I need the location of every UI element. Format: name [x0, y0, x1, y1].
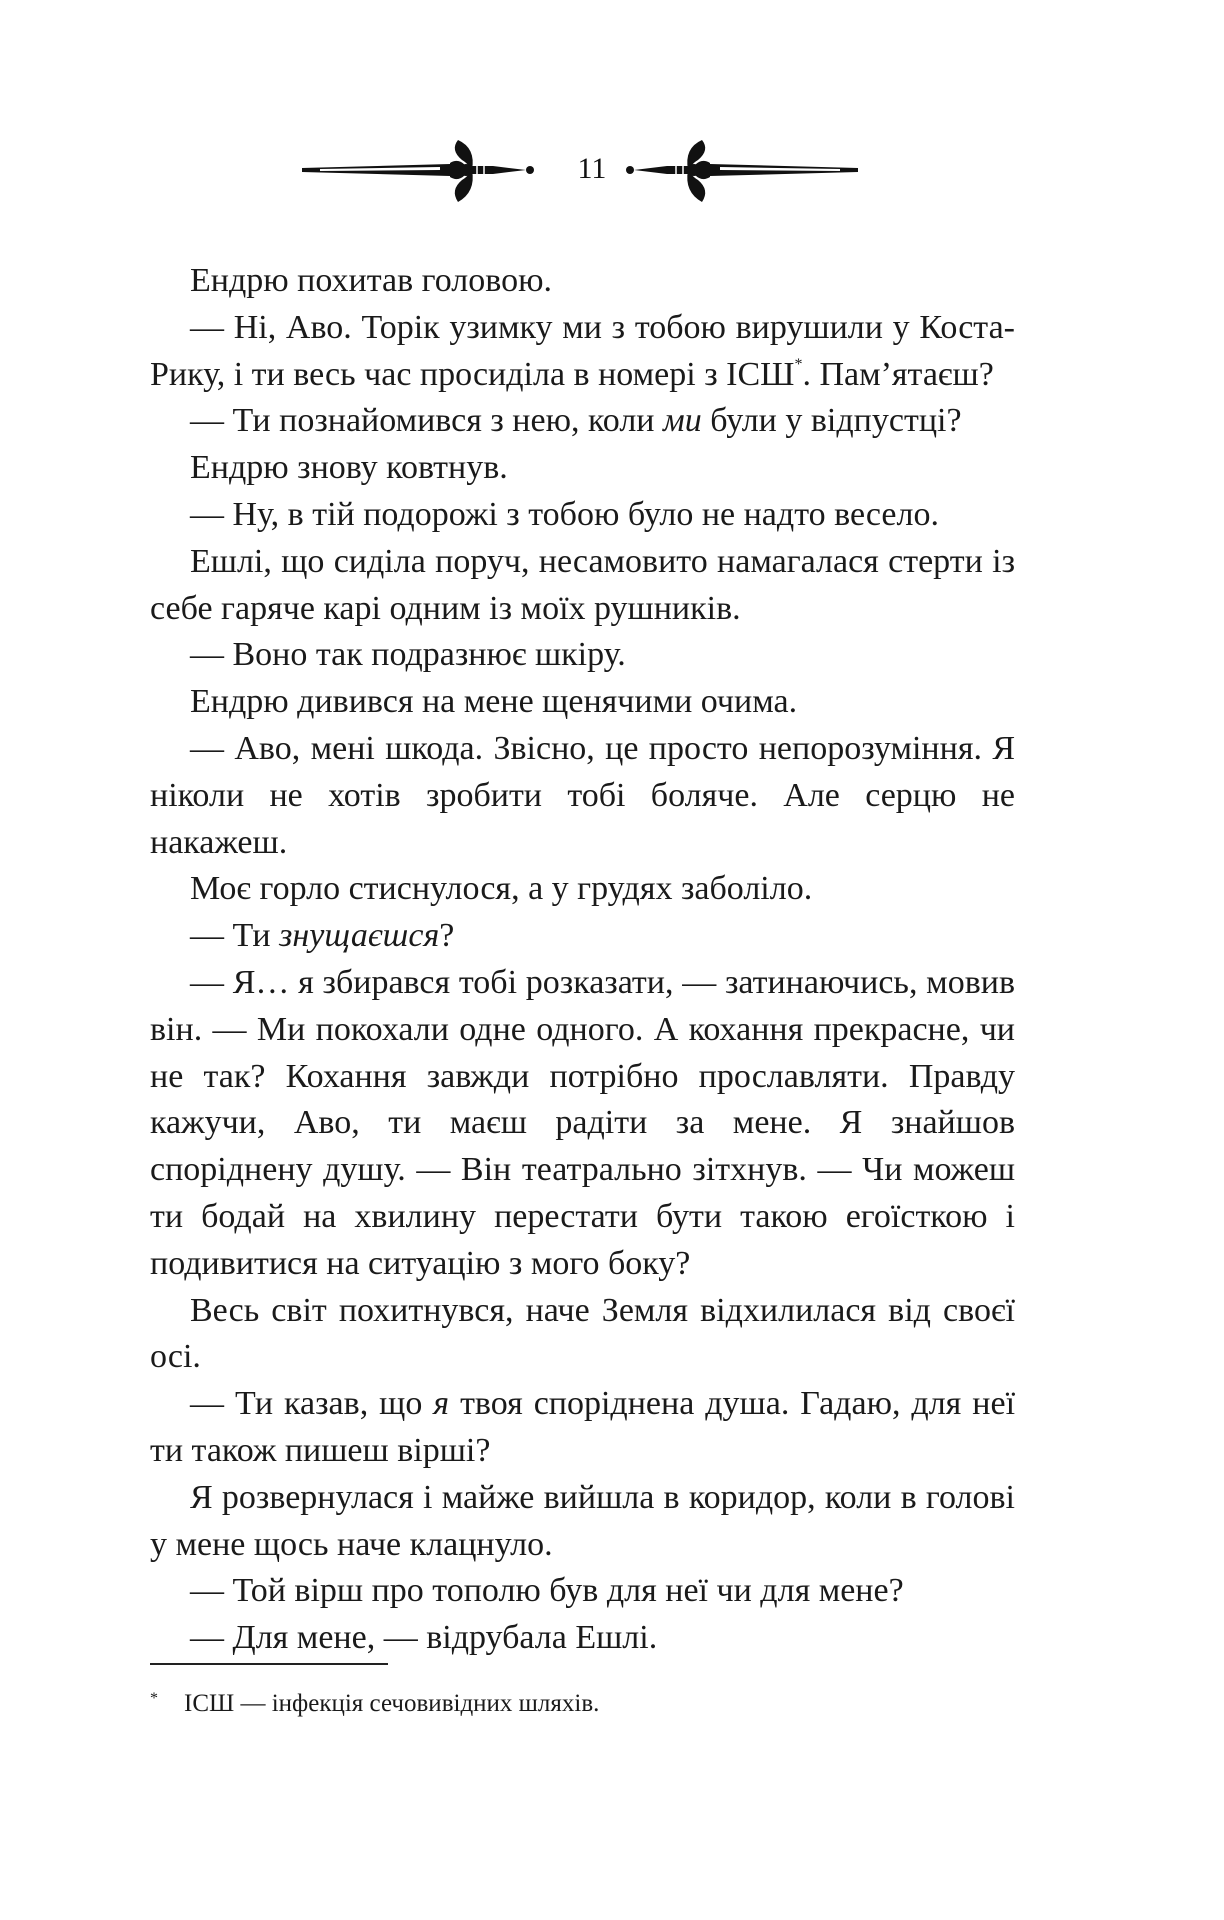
paragraph	[150, 726, 1015, 866]
paragraph	[150, 398, 1015, 445]
text-run: . Пам’ятаєш?	[802, 355, 994, 393]
paragraph	[150, 632, 1015, 679]
paragraph	[150, 1568, 1015, 1615]
paragraph	[150, 913, 1015, 960]
paragraph	[150, 866, 1015, 913]
paragraph	[150, 1381, 1015, 1475]
paragraph	[150, 492, 1015, 539]
text-run: — Ну, в тій подорожі з тобою було не надто весело.	[190, 495, 939, 533]
italic-text: знущаєшся	[279, 917, 440, 955]
italic-text: я	[433, 1385, 450, 1423]
paragraph	[150, 1288, 1015, 1382]
text-run: — Той вірш про тополю був для неї чи для мене?	[190, 1572, 904, 1610]
text-run: — Аво, мені шкода. Звісно, це просто непорозуміння. Я ніколи не хотів зробити тобі боляче. Але серцю не накажеш.	[150, 729, 1015, 861]
text-run: твоя споріднена душа. Гадаю, для неї ти також пишеш вірші?	[150, 1385, 1016, 1469]
text-run: Моє горло стиснулося, а у грудях заболіло.	[190, 870, 813, 908]
footnote-text: ІСШ — інфекція сечовивідних шляхів.	[184, 1690, 600, 1717]
footnote-mark: *	[150, 1690, 158, 1707]
paragraph	[150, 1615, 1015, 1662]
text-run: Ешлі, що сиділа поруч, несамовито намагалася стерти із себе гаряче карі одним із моїх рушників.	[150, 542, 1015, 627]
page-header	[0, 130, 1224, 210]
text-run: ?	[439, 917, 455, 955]
text-run: Ендрю дивився на мене щенячими очима.	[190, 683, 798, 721]
text-run: Весь світ похитнувся, наче Земля відхилилася від своєї осі.	[150, 1291, 1015, 1376]
text-run: — Ти	[190, 917, 280, 955]
paragraph	[150, 445, 1015, 492]
italic-text: ми	[663, 402, 702, 440]
footnote-reference: *	[794, 355, 803, 373]
page-number: 11	[577, 152, 607, 185]
paragraph	[150, 1475, 1015, 1569]
text-run: Ендрю похитав головою.	[190, 262, 552, 299]
body-text	[150, 258, 1015, 1662]
text-run: — Ти казав, що	[190, 1385, 434, 1423]
sword-left-icon	[300, 130, 540, 210]
text-run: були у відпустці?	[701, 402, 962, 440]
sword-right-icon	[620, 130, 860, 210]
paragraph	[150, 258, 1015, 305]
paragraph	[150, 679, 1015, 726]
paragraph	[150, 305, 1015, 399]
text-run: Ендрю знову ковтнув.	[190, 449, 508, 487]
text-run: — Я… я збирався тобі розказати, — затинаючись, мовив він. — Ми покохали одне одного. А кохання прекрасне, чи не так? Кохання завжди потрібно прославляти. Правду кажучи, Аво, ти маєш радіти за мене. Я знайшов споріднену душу. — Він театрально зітхнув. — Чи можеш ти бодай на хвилину перестати бути такою егоїсткою і подивитися на ситуацію з мого боку?	[150, 963, 1015, 1282]
text-run: — Ти познайомився з нею, коли	[190, 402, 663, 440]
text-run: — Для мене, — відрубала Ешлі.	[190, 1619, 658, 1657]
text-run: Я розвернулася і майже вийшла в коридор, коли в голові у мене щось наче клацнуло.	[150, 1478, 1015, 1563]
paragraph	[150, 960, 1015, 1288]
text-run: — Ні, Аво. Торік узимку ми з тобою вирушили у Коста-Рику, і ти весь час просиділа в номері з ІСШ	[150, 308, 1015, 393]
footnote	[150, 1683, 1015, 1720]
text-run: — Воно так подразнює шкіру.	[190, 636, 626, 674]
paragraph	[150, 539, 1015, 633]
footnote-divider	[150, 1663, 388, 1665]
